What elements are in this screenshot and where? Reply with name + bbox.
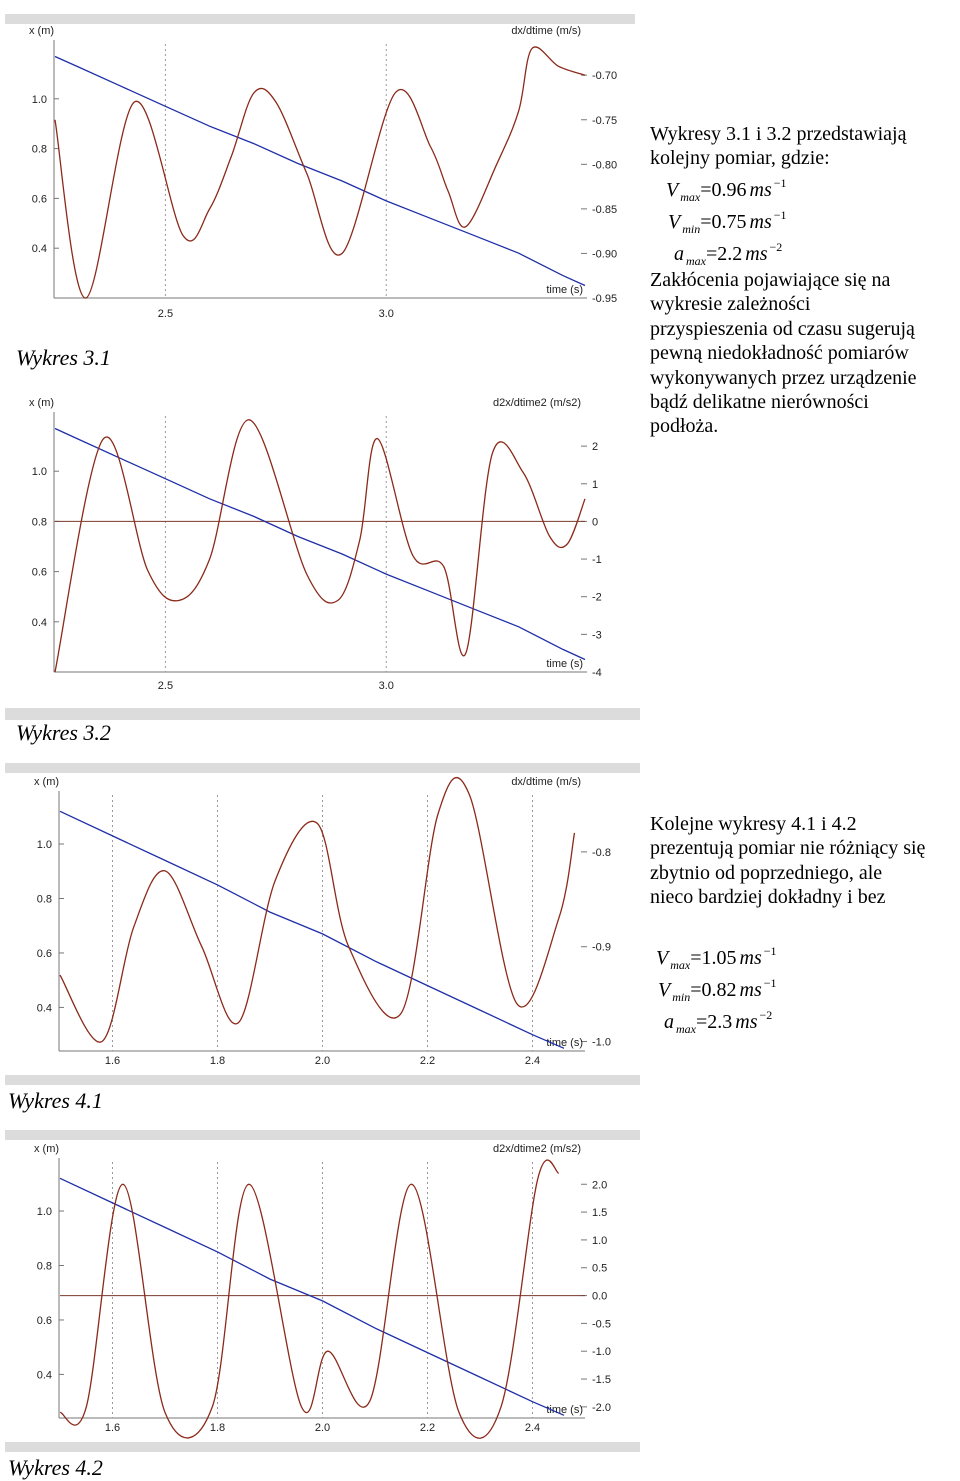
formula-v-max-2: V $_{max}$=1.05 ms $^{-1}$ (656, 944, 777, 972)
y-tick-label: 0.8 (31, 143, 47, 156)
x-tick-label: 2.0 (314, 1055, 331, 1067)
x-tick-label: 2.4 (524, 1055, 541, 1067)
frame-band (5, 1075, 640, 1085)
text-line: bądź delikatne nierówności (650, 391, 869, 414)
left-axis-label: x (m) (29, 397, 55, 409)
y2-tick-label: -0.70 (592, 70, 618, 83)
x-tick-label: 3.0 (378, 308, 394, 320)
description-paragraph-1 (650, 122, 907, 171)
frame-band (5, 708, 640, 720)
y-tick-label: 1.0 (31, 93, 47, 106)
y-tick-label: 0.8 (36, 893, 52, 906)
x-tick-label: 2.0 (314, 1422, 331, 1434)
text-line: zbytnio od poprzedniego, ale (650, 861, 883, 884)
x-tick-label: 2.5 (157, 308, 174, 320)
y2-tick-label: -1.0 (592, 1346, 611, 1359)
text-line: Wykresy 3.1 i 3.2 przedstawiają (650, 123, 907, 145)
y2-tick-label: 2 (592, 441, 599, 454)
caption-wykres-3-1: Wykres 3.1 (16, 345, 111, 370)
y2-tick-label: 1 (592, 478, 599, 491)
chart-wykres-3-2 (0, 390, 640, 720)
caption-wykres-3-2: Wykres 3.2 (16, 720, 111, 745)
frame-band (5, 1130, 640, 1140)
frame-band (5, 14, 635, 24)
x-tick-label: 1.8 (209, 1055, 226, 1067)
text-line: kolejny pomiar, gdzie: (650, 147, 830, 170)
text-line: wykresie zależności (650, 293, 811, 316)
text-line: Kolejne wykresy 4.1 i 4.2 (650, 813, 857, 835)
description-paragraph-3 (650, 812, 925, 910)
caption-wykres-4-2: Wykres 4.2 (8, 1455, 103, 1480)
series-line-derivative (60, 778, 575, 1043)
y-tick-label: 0.6 (31, 566, 47, 579)
series-line-position (60, 811, 564, 1048)
y2-tick-label: -2 (592, 591, 602, 604)
y-tick-label: 0.4 (31, 616, 47, 629)
y2-tick-label: -0.9 (592, 941, 611, 954)
y-tick-label: 0.4 (36, 1369, 52, 1382)
text-line: Zakłócenia pojawiające się na (650, 269, 891, 291)
y-tick-label: 0.6 (31, 193, 47, 206)
series-line-position (60, 1178, 564, 1415)
x-tick-label: 2.2 (419, 1055, 436, 1067)
formula-a-max-2: a $_{max}$=2.3 ms $^{-2}$ (664, 1008, 773, 1036)
y-tick-label: 0.6 (36, 1314, 52, 1327)
left-axis-label: x (m) (34, 1143, 60, 1155)
x-axis-label: time (s) (546, 1037, 583, 1049)
text-line: przyspieszenia od czasu sugerują (650, 317, 915, 340)
y-tick-label: 0.6 (36, 947, 52, 960)
x-tick-label: 1.6 (104, 1422, 121, 1434)
text-line: prezentują pomiar nie różniący się (650, 837, 926, 860)
y2-tick-label: 1.5 (592, 1207, 608, 1220)
y-tick-label: 0.8 (36, 1260, 52, 1273)
series-line-derivative (60, 1160, 559, 1438)
y2-tick-label: 2.0 (592, 1179, 608, 1192)
y2-tick-label: -0.75 (592, 114, 618, 127)
y-tick-label: 1.0 (36, 1206, 52, 1219)
y2-tick-label: -1 (592, 554, 602, 567)
caption-wykres-4-1: Wykres 4.1 (8, 1088, 103, 1113)
x-axis-label: time (s) (546, 658, 583, 670)
left-axis-label: x (m) (29, 25, 55, 37)
x-axis-label: time (s) (546, 284, 583, 296)
y2-tick-label: 0.5 (592, 1262, 608, 1275)
y2-tick-label: -0.80 (592, 159, 618, 172)
text-line: podłoża. (650, 415, 719, 438)
x-tick-label: 3.0 (378, 680, 394, 692)
y2-tick-label: -0.95 (592, 293, 618, 305)
y2-tick-label: -0.90 (592, 248, 618, 261)
y-tick-label: 1.0 (31, 466, 47, 479)
chart-wykres-4-2 (0, 1130, 640, 1452)
y-tick-label: 0.4 (36, 1002, 52, 1015)
description-paragraph-2 (650, 268, 917, 439)
y2-tick-label: -0.8 (592, 846, 611, 859)
y2-tick-label: -0.85 (592, 203, 618, 216)
chart-wykres-3-1 (0, 14, 640, 330)
y2-tick-label: -3 (592, 629, 602, 642)
y2-tick-label: -1.5 (592, 1374, 611, 1387)
x-tick-label: 2.5 (157, 680, 174, 692)
series-line-position (55, 57, 585, 286)
frame-band (5, 1442, 640, 1452)
text-line: nieco bardziej dokładny i bez (650, 886, 886, 909)
y-tick-label: 0.4 (31, 243, 47, 256)
x-tick-label: 1.6 (104, 1055, 121, 1067)
frame-band (5, 763, 640, 773)
y2-tick-label: -1.0 (592, 1036, 611, 1049)
y2-tick-label: -4 (592, 667, 602, 679)
y-tick-label: 0.8 (31, 516, 47, 529)
text-line: wykonywanych przez urządzenie (650, 366, 917, 389)
y2-tick-label: 1.0 (592, 1234, 608, 1247)
formula-v-min: V $_{min}$=0.75 ms $^{-1}$ (668, 208, 787, 236)
x-axis-label: time (s) (546, 1404, 583, 1416)
y2-tick-label: -0.5 (592, 1318, 611, 1331)
right-axis-label: d2x/dtime2 (m/s2) (492, 1143, 581, 1155)
right-axis-label: dx/dtime (m/s) (511, 25, 581, 37)
x-tick-label: 1.8 (209, 1422, 226, 1434)
formula-v-min-2: V $_{min}$=0.82 ms $^{-1}$ (658, 976, 777, 1004)
y2-tick-label: 0.0 (592, 1290, 608, 1303)
y2-tick-label: -2.0 (592, 1401, 611, 1414)
y2-tick-label: 0 (592, 516, 599, 529)
right-axis-label: dx/dtime (m/s) (511, 776, 581, 788)
right-axis-label: d2x/dtime2 (m/s2) (492, 397, 581, 409)
formula-v-max: V $_{max}$=0.96 ms $^{-1}$ (666, 176, 787, 204)
y-tick-label: 1.0 (36, 839, 52, 852)
text-line: pewną niedokładność pomiarów (650, 342, 909, 365)
series-line-position (55, 429, 585, 660)
x-tick-label: 2.4 (524, 1422, 541, 1434)
chart-wykres-4-1 (0, 763, 640, 1085)
formula-a-max: a $_{max}$=2.2 ms $^{-2}$ (674, 240, 783, 268)
left-axis-label: x (m) (34, 776, 60, 788)
x-tick-label: 2.2 (419, 1422, 436, 1434)
